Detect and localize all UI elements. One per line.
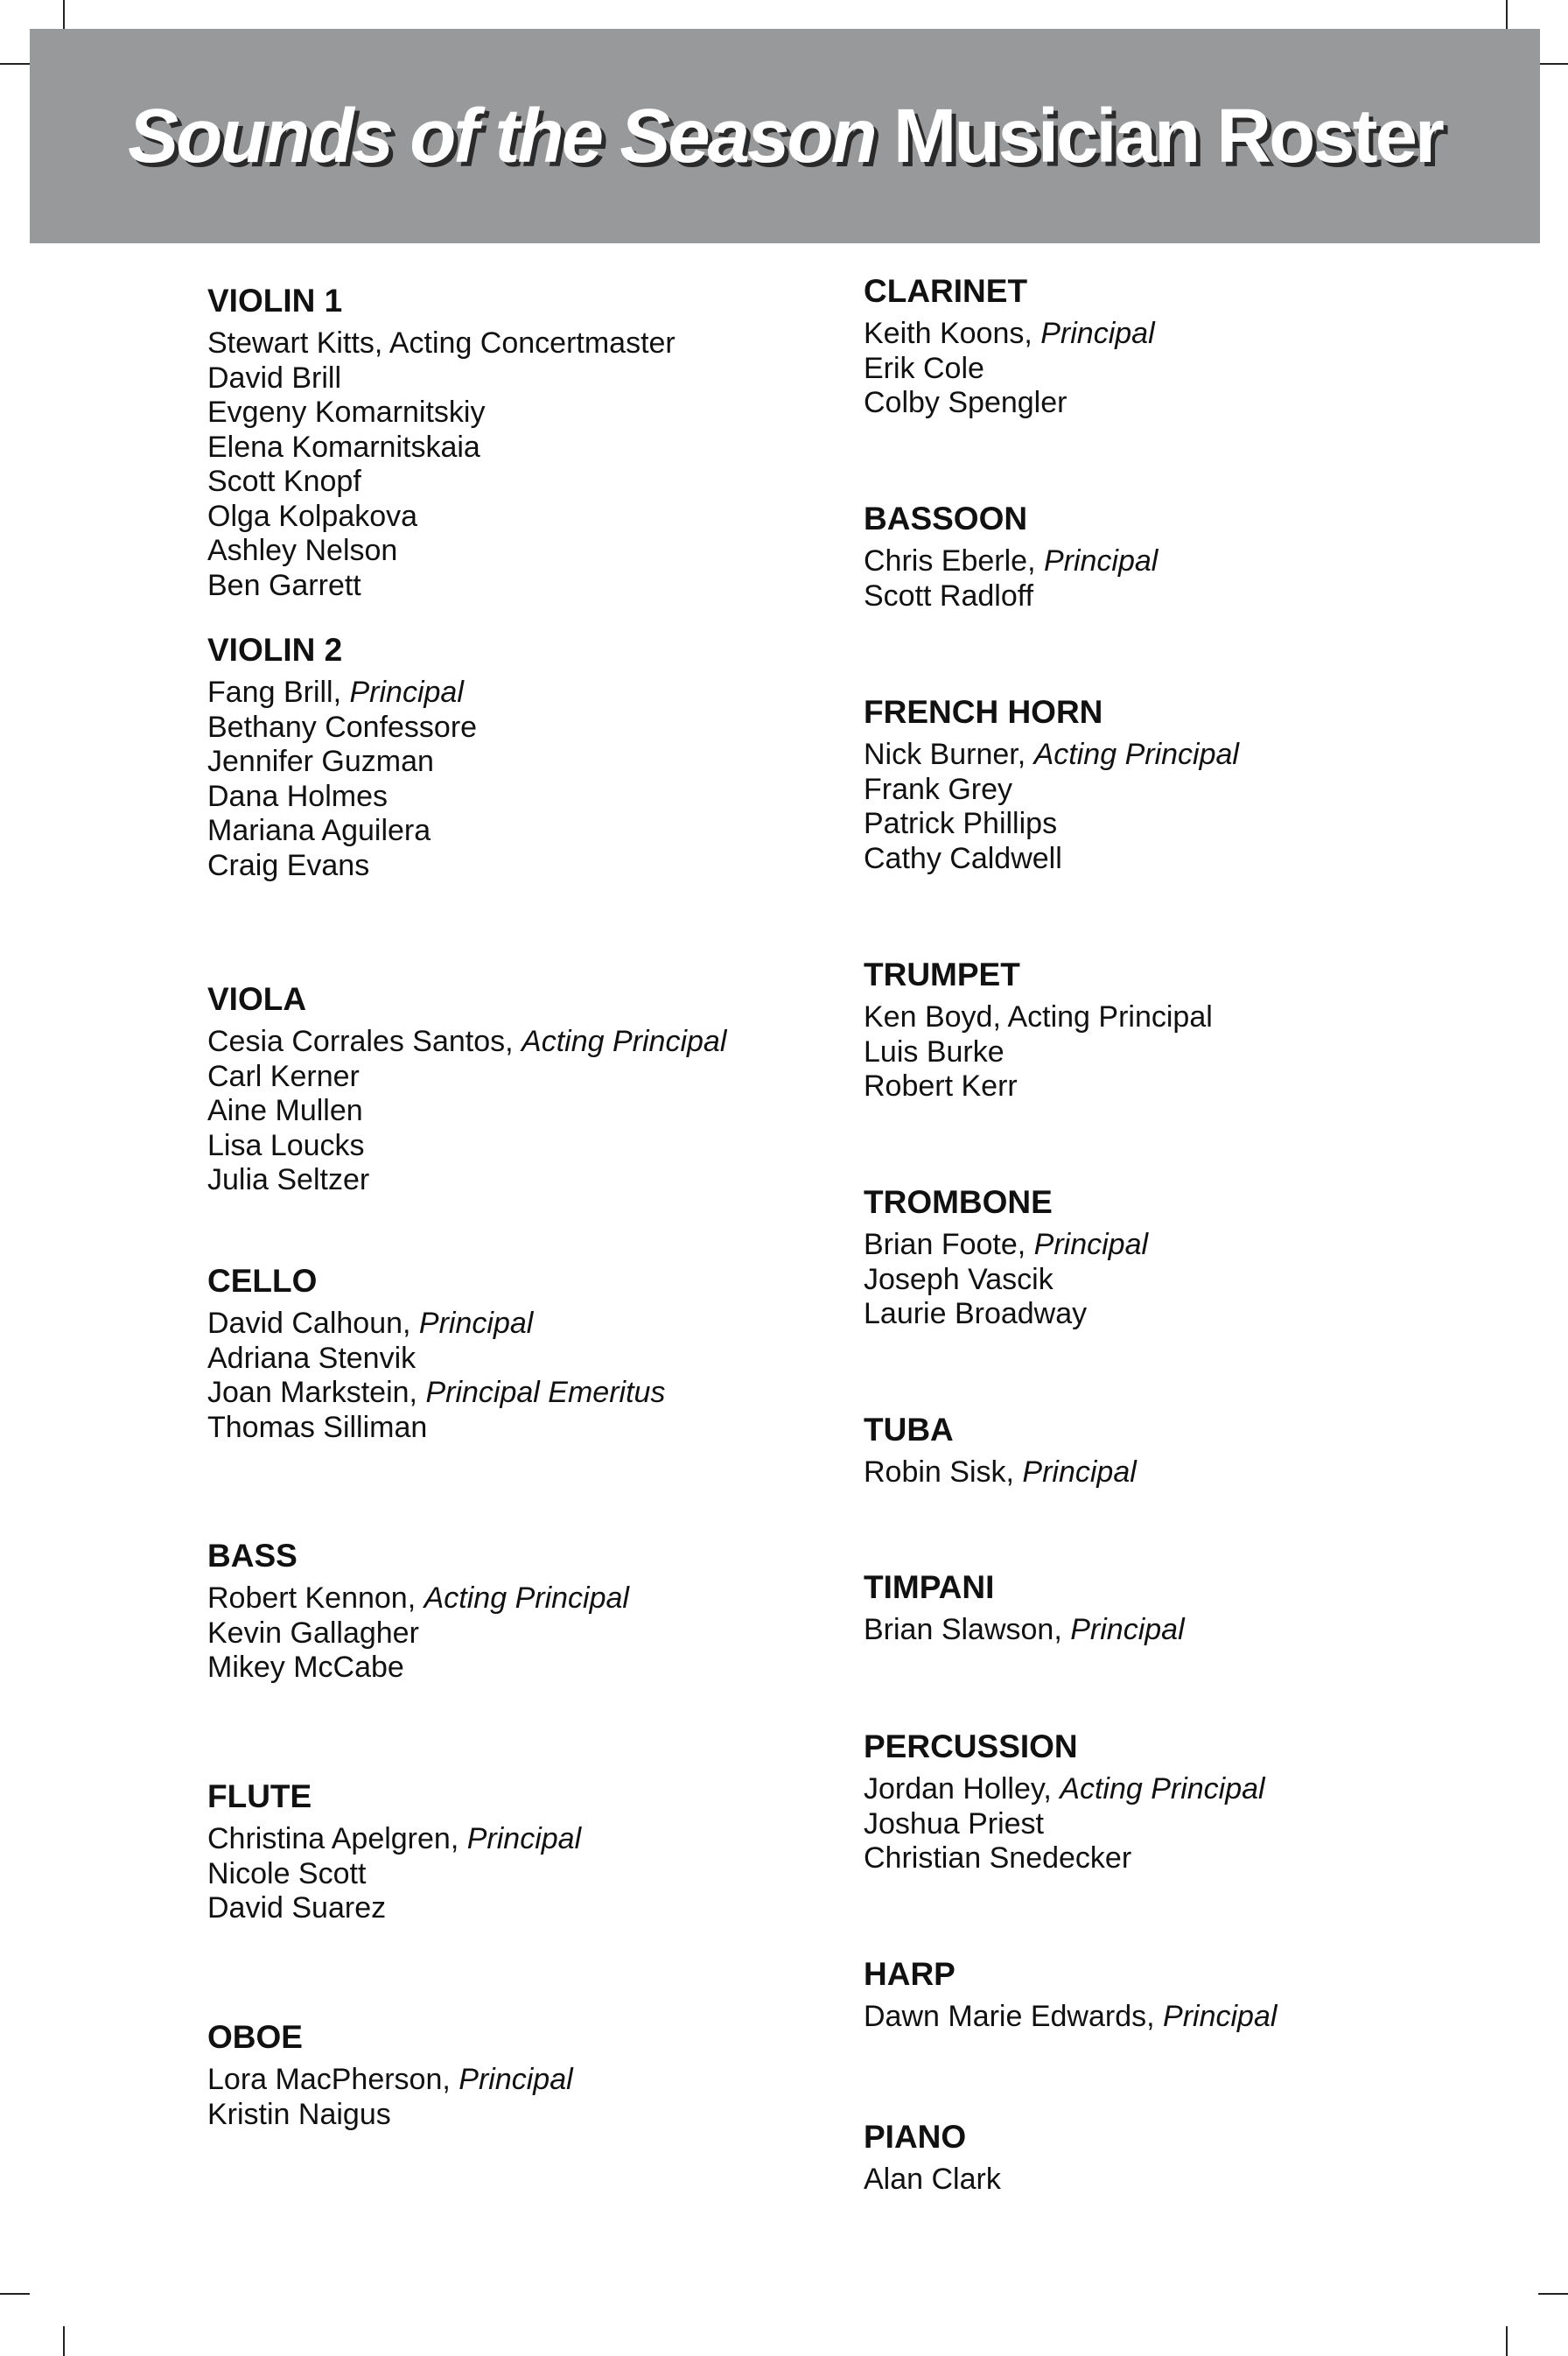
member-name: Robert Kerr <box>864 1069 1018 1103</box>
member-name: Nicole Scott <box>207 1856 367 1890</box>
roster-member <box>207 569 855 604</box>
roster-member <box>207 361 855 396</box>
roster-member <box>207 1857 855 1892</box>
roster-member <box>864 1297 1511 1332</box>
section-clarinet <box>864 272 1511 421</box>
member-name: Brian Foote, <box>864 1228 1034 1261</box>
crop-mark <box>1506 2326 1508 2356</box>
crop-mark <box>1538 2293 1568 2295</box>
section-heading: BASS <box>207 1538 298 1574</box>
member-name: Christina Apelgren, <box>207 1822 467 1855</box>
member-name: Kristin Naigus <box>207 2097 391 2131</box>
member-name: Cesia Corrales Santos, <box>207 1025 522 1058</box>
member-role: Principal <box>1043 544 1158 578</box>
member-name: Joan Markstein, <box>207 1376 426 1409</box>
roster-member <box>207 1651 855 1686</box>
member-name: Mariana Aguilera <box>207 814 431 847</box>
section-bass <box>207 1537 855 1686</box>
roster-member <box>207 849 855 884</box>
member-name: David Calhoun, <box>207 1307 419 1340</box>
member-role: Principal <box>1022 1455 1137 1489</box>
roster-member <box>864 1841 1511 1876</box>
section-heading: FRENCH HORN <box>864 694 1103 730</box>
member-name: Joshua Priest <box>864 1806 1044 1841</box>
section-bassoon <box>864 500 1511 614</box>
member-name: Cathy Caldwell <box>864 841 1062 875</box>
member-name: Dana Holmes <box>207 779 388 813</box>
section-heading: TRUMPET <box>864 957 1020 992</box>
member-name: Carl Kerner <box>207 1059 360 1093</box>
section-heading: HARP <box>864 1956 956 1992</box>
section-cello <box>207 1262 855 1445</box>
member-name: David Suarez <box>207 1891 387 1925</box>
roster-member <box>864 807 1511 842</box>
member-name: Lisa Loucks <box>207 1128 365 1162</box>
roster-member <box>864 773 1511 808</box>
roster-member <box>207 396 855 431</box>
member-role: Principal <box>458 2063 573 2096</box>
roster-member <box>864 1263 1511 1298</box>
member-role: Principal <box>466 1822 582 1855</box>
member-name: Keith Koons, <box>864 317 1041 350</box>
title-plain: Musician Roster <box>892 93 1442 179</box>
roster-member <box>207 711 855 746</box>
member-role: Acting Principal <box>1060 1772 1265 1806</box>
section-trombone <box>864 1183 1511 1332</box>
member-name: Adriana Stenvik <box>207 1341 416 1375</box>
roster-member <box>207 1094 855 1129</box>
roster-member <box>207 814 855 849</box>
section-heading: VIOLIN 2 <box>207 632 343 668</box>
member-name: Julia Seltzer <box>207 1163 370 1196</box>
member-role: Principal Emeritus <box>425 1376 666 1409</box>
roster-member <box>207 1129 855 1164</box>
section-oboe <box>207 2018 855 2132</box>
roster-member <box>864 1228 1511 1263</box>
member-name: Bethany Confessore <box>207 710 478 744</box>
member-name: Ben Garrett <box>207 568 361 602</box>
section-heading: CLARINET <box>864 273 1028 309</box>
roster-member <box>207 780 855 815</box>
roster-member <box>864 579 1511 614</box>
section-heading: CELLO <box>207 1263 318 1299</box>
section-percussion <box>864 1728 1511 1876</box>
member-name: Jordan Holley, <box>864 1772 1060 1806</box>
roster-member <box>207 500 855 535</box>
member-name: Dawn Marie Edwards, <box>864 2000 1164 2033</box>
crop-mark <box>63 2326 65 2356</box>
roster-member <box>207 326 855 361</box>
member-name: Scott Knopf <box>207 465 361 498</box>
roster-member <box>207 1025 855 1060</box>
member-name: Luis Burke <box>864 1034 1004 1069</box>
member-name: Mikey McCabe <box>207 1651 404 1684</box>
member-name: Alan Clark <box>864 2163 1001 2196</box>
section-heading: PIANO <box>864 2119 967 2155</box>
member-role: Principal <box>349 676 464 709</box>
section-heading: BASSOON <box>864 501 1028 536</box>
page-title <box>128 93 1442 180</box>
roster-member <box>864 1069 1511 1104</box>
member-role: Acting Principal <box>522 1025 727 1058</box>
roster-member <box>207 1891 855 1926</box>
section-heading: OBOE <box>207 2019 303 2055</box>
member-name: Joseph Vascik <box>864 1262 1054 1296</box>
member-name: David Brill <box>207 361 342 395</box>
member-name: Brian Slawson, <box>864 1613 1071 1646</box>
roster-member <box>864 386 1511 421</box>
member-name: Scott Radloff <box>864 578 1034 613</box>
section-heading: VIOLA <box>207 981 307 1017</box>
member-role: Principal <box>1163 2000 1278 2033</box>
roster-member <box>864 1613 1511 1648</box>
section-trumpet <box>864 956 1511 1104</box>
crop-mark <box>1506 0 1508 30</box>
member-role: Principal <box>418 1307 534 1340</box>
crop-mark <box>63 0 65 30</box>
member-role: Acting Principal <box>424 1581 629 1615</box>
member-name: Aine Mullen <box>207 1094 363 1127</box>
section-french-horn <box>864 693 1511 876</box>
section-piano <box>864 2118 1511 2198</box>
section-heading: VIOLIN 1 <box>207 283 343 319</box>
roster-member <box>207 1376 855 1411</box>
member-name: Craig Evans <box>207 848 370 882</box>
member-name: Kevin Gallagher <box>207 1616 419 1650</box>
member-name: Christian Snedecker <box>864 1841 1132 1875</box>
member-name: Nick Burner, <box>864 738 1034 771</box>
roster-member <box>864 738 1511 773</box>
roster-member <box>207 1307 855 1342</box>
section-flute <box>207 1778 855 1926</box>
roster-member <box>864 2000 1511 2035</box>
roster-member <box>864 2163 1511 2198</box>
section-heading: FLUTE <box>207 1778 312 1814</box>
member-role: Principal <box>1070 1613 1185 1646</box>
member-name: Stewart Kitts, Acting Concertmaster <box>207 326 676 360</box>
title-italic: Sounds of the Season <box>128 93 875 179</box>
roster-member <box>864 1807 1511 1842</box>
member-name: Lora MacPherson, <box>207 2063 459 2096</box>
roster-member <box>864 1772 1511 1807</box>
member-name: Robert Kennon, <box>207 1581 424 1615</box>
roster-member <box>207 745 855 780</box>
roster-member <box>864 352 1511 387</box>
member-name: Erik Cole <box>864 351 984 385</box>
section-tuba <box>864 1411 1511 1490</box>
roster-member <box>207 1581 855 1616</box>
roster-member <box>864 1035 1511 1070</box>
roster-member <box>207 534 855 569</box>
member-name: Olga Kolpakova <box>207 499 418 533</box>
member-name: Patrick Phillips <box>864 807 1058 840</box>
member-name: Frank Grey <box>864 772 1013 806</box>
member-name: Elena Komarnitskaia <box>207 430 480 464</box>
member-name: Jennifer Guzman <box>207 745 434 778</box>
section-heading: TROMBONE <box>864 1184 1053 1220</box>
roster-member <box>207 676 855 711</box>
roster-member <box>864 317 1511 352</box>
section-violin-1 <box>207 282 855 603</box>
section-timpani <box>864 1568 1511 1648</box>
member-name: Fang Brill, <box>207 676 350 709</box>
roster-member <box>207 2063 855 2098</box>
member-name: Laurie Broadway <box>864 1297 1088 1330</box>
section-violin-2 <box>207 631 855 883</box>
member-name: Ken Boyd, Acting Principal <box>864 1000 1213 1034</box>
section-heading: PERCUSSION <box>864 1728 1078 1764</box>
roster-member <box>207 1163 855 1198</box>
section-heading: TUBA <box>864 1412 954 1448</box>
roster-member <box>207 1060 855 1095</box>
member-name: Colby Spengler <box>864 386 1068 419</box>
member-name: Robin Sisk, <box>864 1455 1023 1489</box>
member-name: Ashley Nelson <box>207 534 398 567</box>
roster-member <box>207 431 855 466</box>
member-name: Thomas Silliman <box>207 1410 428 1444</box>
roster-member <box>207 1616 855 1651</box>
roster-member <box>864 1000 1511 1035</box>
crop-mark <box>0 63 30 65</box>
roster-member <box>207 2098 855 2133</box>
roster-member <box>207 1822 855 1857</box>
section-heading: TIMPANI <box>864 1569 995 1605</box>
roster-member <box>207 465 855 500</box>
member-role: Principal <box>1033 1228 1149 1261</box>
member-role: Acting Principal <box>1033 738 1239 771</box>
section-harp <box>864 1955 1511 2035</box>
member-name: Chris Eberle, <box>864 544 1044 578</box>
title-banner <box>30 29 1540 243</box>
member-role: Principal <box>1040 317 1155 350</box>
roster-member <box>864 1455 1511 1490</box>
roster-member <box>207 1411 855 1446</box>
section-viola <box>207 980 855 1198</box>
crop-mark <box>0 2293 30 2295</box>
member-name: Evgeny Komarnitskiy <box>207 396 486 429</box>
roster-member <box>864 544 1511 579</box>
roster-member <box>207 1342 855 1377</box>
roster-member <box>864 842 1511 877</box>
crop-mark <box>1538 63 1568 65</box>
